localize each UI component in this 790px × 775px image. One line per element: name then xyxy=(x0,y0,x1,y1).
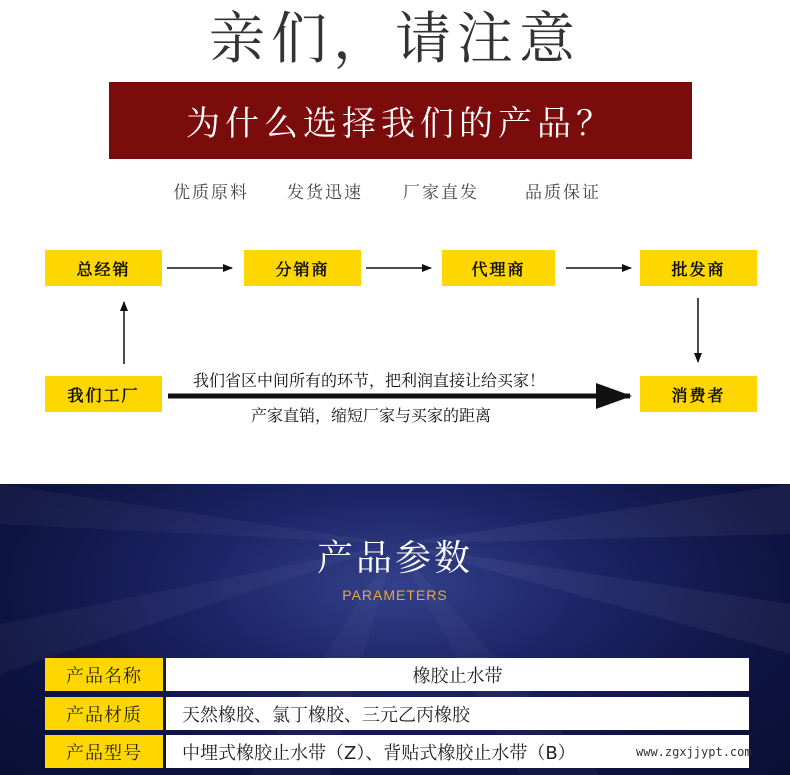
flow-note-top: 我们省区中间所有的环节，把利润直接让给买家！ xyxy=(193,371,546,390)
param-label: 产品材质 xyxy=(45,697,163,730)
param-value: 中埋式橡胶止水带（Z）、背贴式橡胶止水带（B） xyxy=(166,735,749,768)
param-label: 产品型号 xyxy=(45,735,163,768)
box-sub-distributor: 分销商 xyxy=(244,250,361,286)
feature-quality-guarantee: 品质保证 xyxy=(525,183,601,203)
box-consumer: 消费者 xyxy=(640,376,757,412)
param-label: 产品名称 xyxy=(45,658,163,691)
feature-fast-shipping: 发货迅速 xyxy=(287,183,363,203)
feature-quality-materials: 优质原料 xyxy=(173,183,249,203)
param-value: 橡胶止水带 xyxy=(166,658,749,691)
parameters-subtitle: PARAMETERS xyxy=(342,587,448,603)
box-general-distributor: 总经销 xyxy=(45,250,162,286)
feature-factory-direct: 厂家直发 xyxy=(403,183,479,203)
parameters-section xyxy=(0,484,790,775)
headline: 亲们，请注意 xyxy=(209,7,581,72)
parameters-title: 产品参数 xyxy=(316,538,473,579)
param-row-material xyxy=(45,697,749,730)
box-wholesaler: 批发商 xyxy=(640,250,757,286)
why-choose-us-banner: 为什么选择我们的产品？ xyxy=(109,82,692,159)
watermark: www.zgxjjypt.com xyxy=(636,745,752,759)
param-value: 天然橡胶、氯丁橡胶、三元乙丙橡胶 xyxy=(166,697,749,730)
box-our-factory: 我们工厂 xyxy=(45,376,162,412)
flow-note-bottom: 产家直销，缩短厂家与买家的距离 xyxy=(251,406,492,425)
box-agent: 代理商 xyxy=(442,250,555,286)
param-row-name xyxy=(45,658,749,691)
light-rays-decoration xyxy=(0,484,790,775)
